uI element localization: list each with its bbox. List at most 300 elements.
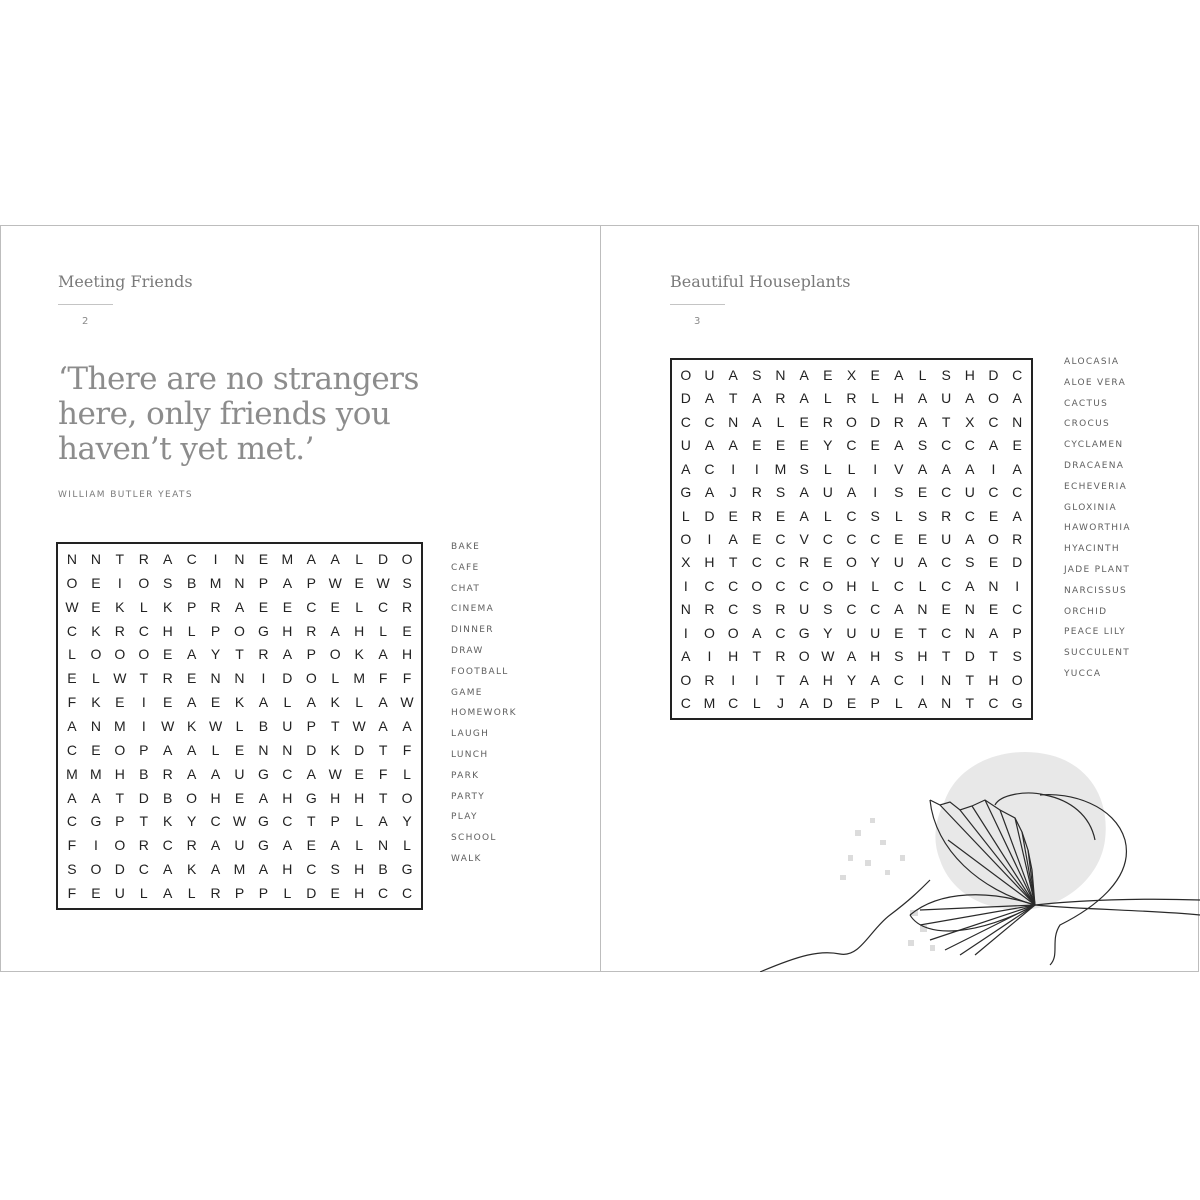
- grid-letter[interactable]: E: [823, 554, 833, 571]
- grid-letter[interactable]: T: [989, 648, 998, 665]
- grid-letter[interactable]: R: [138, 550, 149, 567]
- word-search-grid-friends[interactable]: [56, 542, 423, 910]
- grid-letter[interactable]: A: [681, 648, 691, 665]
- grid-letter[interactable]: I: [920, 671, 925, 688]
- grid-letter[interactable]: C: [941, 577, 952, 594]
- grid-letter[interactable]: A: [799, 507, 809, 524]
- grid-letter[interactable]: H: [917, 648, 928, 665]
- grid-letter[interactable]: R: [751, 484, 762, 501]
- grid-letter[interactable]: R: [401, 598, 413, 615]
- grid-letter[interactable]: E: [799, 437, 809, 454]
- grid-letter[interactable]: S: [894, 648, 904, 665]
- grid-letter[interactable]: A: [1012, 460, 1022, 477]
- grid-letter[interactable]: A: [799, 366, 809, 383]
- grid-letter[interactable]: C: [941, 484, 952, 501]
- grid-letter[interactable]: C: [138, 622, 149, 639]
- grid-letter[interactable]: P: [1012, 624, 1022, 641]
- grid-letter[interactable]: C: [162, 837, 173, 854]
- grid-letter[interactable]: E: [402, 622, 412, 639]
- grid-letter[interactable]: L: [918, 366, 927, 383]
- grid-letter[interactable]: U: [799, 601, 810, 618]
- word-search-grid-houseplants[interactable]: [670, 358, 1033, 720]
- grid-letter[interactable]: O: [680, 366, 692, 383]
- grid-letter[interactable]: R: [1012, 530, 1023, 547]
- grid-letter[interactable]: G: [798, 624, 810, 641]
- grid-letter[interactable]: A: [210, 861, 221, 878]
- grid-letter[interactable]: L: [283, 694, 292, 711]
- grid-letter[interactable]: P: [306, 574, 316, 591]
- grid-letter[interactable]: N: [964, 601, 975, 618]
- grid-letter[interactable]: R: [846, 390, 857, 407]
- grid-letter[interactable]: W: [376, 574, 390, 591]
- grid-letter[interactable]: A: [988, 624, 999, 641]
- grid-letter[interactable]: M: [66, 765, 78, 782]
- grid-letter[interactable]: X: [965, 413, 975, 430]
- grid-letter[interactable]: O: [1011, 671, 1023, 688]
- grid-letter[interactable]: A: [306, 765, 316, 782]
- grid-letter[interactable]: C: [1012, 366, 1023, 383]
- grid-letter[interactable]: E: [91, 598, 101, 615]
- grid-letter[interactable]: S: [330, 861, 340, 878]
- grid-letter[interactable]: F: [378, 670, 388, 687]
- grid-letter[interactable]: O: [822, 577, 834, 594]
- grid-letter[interactable]: T: [728, 390, 738, 407]
- grid-letter[interactable]: H: [893, 390, 904, 407]
- grid-letter[interactable]: E: [354, 574, 364, 591]
- grid-letter[interactable]: M: [233, 861, 246, 878]
- grid-letter[interactable]: C: [893, 671, 904, 688]
- grid-letter[interactable]: A: [330, 550, 340, 567]
- grid-letter[interactable]: A: [846, 648, 857, 665]
- grid-letter[interactable]: L: [871, 577, 880, 594]
- grid-letter[interactable]: L: [681, 507, 690, 524]
- grid-letter[interactable]: T: [115, 789, 125, 806]
- grid-letter[interactable]: E: [799, 413, 809, 430]
- grid-letter[interactable]: A: [965, 530, 975, 547]
- grid-letter[interactable]: S: [1012, 648, 1022, 665]
- grid-letter[interactable]: T: [965, 695, 975, 712]
- grid-letter[interactable]: T: [776, 671, 785, 688]
- grid-letter[interactable]: E: [894, 624, 904, 641]
- grid-letter[interactable]: H: [114, 765, 125, 782]
- grid-letter[interactable]: C: [822, 530, 833, 547]
- grid-letter[interactable]: C: [775, 624, 786, 641]
- grid-letter[interactable]: D: [704, 507, 715, 524]
- grid-letter[interactable]: A: [67, 789, 77, 806]
- grid-letter[interactable]: A: [330, 837, 340, 854]
- grid-letter[interactable]: C: [1012, 601, 1023, 618]
- grid-letter[interactable]: A: [67, 717, 77, 734]
- grid-letter[interactable]: C: [66, 813, 78, 830]
- grid-letter[interactable]: A: [704, 484, 715, 501]
- grid-letter[interactable]: D: [870, 413, 881, 430]
- grid-letter[interactable]: W: [161, 717, 175, 734]
- grid-letter[interactable]: L: [355, 598, 364, 615]
- grid-letter[interactable]: Y: [870, 554, 880, 571]
- grid-letter[interactable]: L: [918, 577, 927, 594]
- grid-letter[interactable]: D: [306, 741, 317, 758]
- grid-letter[interactable]: U: [234, 765, 245, 782]
- grid-letter[interactable]: A: [163, 741, 173, 758]
- grid-letter[interactable]: E: [163, 694, 173, 711]
- grid-letter[interactable]: T: [965, 671, 975, 688]
- grid-letter[interactable]: R: [704, 671, 715, 688]
- grid-letter[interactable]: N: [1012, 413, 1023, 430]
- grid-letter[interactable]: L: [187, 885, 196, 902]
- grid-letter[interactable]: C: [704, 577, 715, 594]
- grid-letter[interactable]: O: [66, 574, 78, 591]
- grid-letter[interactable]: S: [941, 366, 951, 383]
- grid-letter[interactable]: R: [162, 670, 173, 687]
- grid-letter[interactable]: N: [282, 741, 293, 758]
- grid-letter[interactable]: I: [707, 530, 712, 547]
- grid-letter[interactable]: A: [91, 789, 101, 806]
- grid-letter[interactable]: L: [847, 460, 856, 477]
- grid-letter[interactable]: S: [775, 484, 786, 501]
- grid-letter[interactable]: A: [1012, 390, 1022, 407]
- grid-letter[interactable]: S: [823, 601, 833, 618]
- grid-letter[interactable]: C: [893, 577, 904, 594]
- grid-letter[interactable]: K: [234, 694, 245, 711]
- grid-letter[interactable]: T: [941, 648, 951, 665]
- grid-letter[interactable]: R: [751, 507, 762, 524]
- grid-letter[interactable]: O: [727, 624, 739, 641]
- grid-letter[interactable]: L: [823, 507, 832, 524]
- grid-letter[interactable]: O: [846, 554, 857, 571]
- grid-letter[interactable]: L: [91, 670, 100, 687]
- grid-letter[interactable]: D: [988, 366, 999, 383]
- grid-letter[interactable]: T: [139, 813, 149, 830]
- grid-letter[interactable]: I: [707, 648, 712, 665]
- grid-letter[interactable]: T: [115, 550, 125, 567]
- grid-letter[interactable]: U: [114, 885, 125, 902]
- grid-letter[interactable]: C: [378, 598, 389, 615]
- grid-letter[interactable]: O: [305, 670, 317, 687]
- grid-letter[interactable]: C: [378, 885, 389, 902]
- grid-letter[interactable]: A: [163, 550, 173, 567]
- grid-letter[interactable]: L: [187, 622, 196, 639]
- grid-letter[interactable]: A: [378, 813, 388, 830]
- grid-letter[interactable]: O: [401, 789, 413, 806]
- grid-letter[interactable]: R: [799, 554, 810, 571]
- grid-letter[interactable]: E: [186, 670, 197, 687]
- grid-letter[interactable]: Y: [846, 671, 857, 688]
- grid-letter[interactable]: E: [988, 507, 999, 524]
- grid-letter[interactable]: C: [988, 413, 999, 430]
- grid-letter[interactable]: E: [91, 885, 101, 902]
- grid-letter[interactable]: R: [893, 413, 904, 430]
- grid-letter[interactable]: E: [91, 741, 101, 758]
- grid-letter[interactable]: R: [138, 837, 149, 854]
- grid-letter[interactable]: T: [941, 413, 951, 430]
- grid-letter[interactable]: W: [400, 694, 414, 711]
- grid-letter[interactable]: I: [754, 671, 759, 688]
- grid-letter[interactable]: C: [728, 577, 739, 594]
- grid-letter[interactable]: I: [873, 484, 878, 501]
- grid-letter[interactable]: G: [257, 622, 269, 639]
- grid-letter[interactable]: C: [799, 577, 810, 594]
- grid-letter[interactable]: R: [162, 765, 173, 782]
- grid-letter[interactable]: E: [917, 484, 928, 501]
- grid-letter[interactable]: L: [823, 460, 832, 477]
- grid-letter[interactable]: A: [965, 577, 975, 594]
- grid-letter[interactable]: C: [964, 437, 975, 454]
- grid-letter[interactable]: K: [163, 813, 173, 830]
- grid-letter[interactable]: N: [234, 574, 245, 591]
- grid-letter[interactable]: O: [114, 837, 126, 854]
- grid-letter[interactable]: B: [258, 717, 269, 734]
- grid-letter[interactable]: H: [401, 646, 413, 663]
- grid-letter[interactable]: A: [282, 646, 293, 663]
- grid-letter[interactable]: R: [822, 413, 833, 430]
- grid-letter[interactable]: A: [965, 390, 975, 407]
- grid-letter[interactable]: D: [306, 885, 317, 902]
- grid-letter[interactable]: C: [846, 507, 857, 524]
- grid-letter[interactable]: H: [728, 648, 739, 665]
- grid-letter[interactable]: E: [330, 885, 340, 902]
- grid-letter[interactable]: W: [352, 717, 366, 734]
- grid-letter[interactable]: I: [754, 460, 759, 477]
- grid-letter[interactable]: K: [186, 861, 197, 878]
- grid-letter[interactable]: W: [232, 813, 247, 830]
- grid-letter[interactable]: A: [258, 694, 269, 711]
- grid-letter[interactable]: K: [330, 741, 340, 758]
- grid-letter[interactable]: T: [728, 554, 738, 571]
- grid-letter[interactable]: C: [728, 601, 739, 618]
- grid-letter[interactable]: N: [988, 577, 999, 594]
- grid-letter[interactable]: E: [941, 601, 951, 618]
- grid-letter[interactable]: R: [941, 507, 952, 524]
- grid-letter[interactable]: C: [210, 813, 221, 830]
- grid-letter[interactable]: L: [235, 717, 244, 734]
- grid-letter[interactable]: L: [894, 507, 903, 524]
- grid-letter[interactable]: K: [354, 646, 364, 663]
- grid-letter[interactable]: C: [282, 813, 293, 830]
- grid-letter[interactable]: E: [258, 598, 269, 615]
- grid-letter[interactable]: A: [752, 413, 762, 430]
- grid-letter[interactable]: G: [401, 861, 413, 878]
- grid-letter[interactable]: A: [752, 624, 762, 641]
- grid-letter[interactable]: P: [306, 717, 316, 734]
- grid-letter[interactable]: L: [752, 695, 761, 712]
- grid-letter[interactable]: U: [846, 624, 857, 641]
- grid-letter[interactable]: B: [186, 574, 197, 591]
- grid-letter[interactable]: P: [234, 885, 245, 902]
- grid-letter[interactable]: G: [257, 765, 269, 782]
- grid-letter[interactable]: U: [680, 437, 691, 454]
- grid-letter[interactable]: U: [704, 366, 715, 383]
- grid-letter[interactable]: L: [776, 413, 785, 430]
- grid-letter[interactable]: U: [964, 484, 975, 501]
- grid-letter[interactable]: N: [941, 671, 952, 688]
- grid-letter[interactable]: C: [846, 437, 857, 454]
- grid-letter[interactable]: S: [402, 574, 412, 591]
- grid-letter[interactable]: U: [282, 717, 293, 734]
- grid-letter[interactable]: S: [67, 861, 77, 878]
- grid-letter[interactable]: L: [403, 765, 411, 782]
- grid-letter[interactable]: P: [139, 741, 149, 758]
- grid-letter[interactable]: C: [138, 861, 149, 878]
- grid-letter[interactable]: E: [988, 554, 999, 571]
- grid-letter[interactable]: A: [402, 717, 412, 734]
- grid-letter[interactable]: A: [378, 717, 388, 734]
- grid-letter[interactable]: R: [258, 646, 269, 663]
- grid-letter[interactable]: Y: [402, 813, 412, 830]
- grid-letter[interactable]: A: [894, 366, 904, 383]
- grid-letter[interactable]: O: [798, 648, 810, 665]
- grid-letter[interactable]: C: [941, 554, 952, 571]
- grid-letter[interactable]: P: [210, 622, 221, 639]
- grid-letter[interactable]: O: [988, 530, 999, 547]
- grid-letter[interactable]: H: [354, 622, 365, 639]
- grid-letter[interactable]: E: [752, 437, 762, 454]
- grid-letter[interactable]: D: [1012, 554, 1023, 571]
- grid-letter[interactable]: N: [378, 837, 389, 854]
- grid-letter[interactable]: R: [704, 601, 715, 618]
- grid-letter[interactable]: I: [731, 671, 736, 688]
- grid-letter[interactable]: W: [328, 574, 342, 591]
- grid-letter[interactable]: J: [776, 695, 784, 712]
- grid-letter[interactable]: H: [162, 622, 173, 639]
- grid-letter[interactable]: C: [941, 624, 952, 641]
- grid-letter[interactable]: R: [306, 622, 317, 639]
- grid-letter[interactable]: L: [355, 694, 364, 711]
- grid-letter[interactable]: C: [306, 598, 317, 615]
- grid-letter[interactable]: A: [163, 861, 173, 878]
- grid-letter[interactable]: P: [258, 885, 269, 902]
- grid-letter[interactable]: A: [965, 460, 975, 477]
- grid-letter[interactable]: L: [139, 885, 148, 902]
- grid-letter[interactable]: L: [379, 622, 387, 639]
- grid-letter[interactable]: A: [894, 437, 904, 454]
- grid-letter[interactable]: D: [680, 390, 691, 407]
- grid-letter[interactable]: M: [281, 550, 294, 567]
- grid-letter[interactable]: G: [1011, 695, 1023, 712]
- grid-letter[interactable]: H: [210, 789, 221, 806]
- grid-letter[interactable]: C: [401, 885, 413, 902]
- grid-letter[interactable]: R: [186, 837, 197, 854]
- grid-letter[interactable]: A: [917, 460, 928, 477]
- grid-letter[interactable]: X: [846, 366, 857, 383]
- grid-letter[interactable]: A: [210, 765, 221, 782]
- grid-letter[interactable]: D: [354, 741, 365, 758]
- grid-letter[interactable]: P: [115, 813, 125, 830]
- grid-letter[interactable]: O: [680, 530, 692, 547]
- grid-letter[interactable]: E: [163, 646, 173, 663]
- grid-letter[interactable]: I: [683, 624, 688, 641]
- grid-letter[interactable]: P: [870, 695, 880, 712]
- grid-letter[interactable]: U: [941, 390, 952, 407]
- grid-letter[interactable]: T: [752, 648, 762, 665]
- grid-letter[interactable]: E: [306, 837, 316, 854]
- grid-letter[interactable]: L: [403, 837, 411, 854]
- grid-letter[interactable]: F: [67, 694, 77, 711]
- grid-letter[interactable]: E: [870, 437, 880, 454]
- grid-letter[interactable]: E: [846, 695, 857, 712]
- grid-letter[interactable]: O: [329, 646, 341, 663]
- grid-letter[interactable]: A: [799, 390, 809, 407]
- grid-letter[interactable]: I: [683, 577, 688, 594]
- grid-letter[interactable]: I: [991, 460, 996, 477]
- grid-letter[interactable]: L: [139, 598, 148, 615]
- grid-letter[interactable]: C: [306, 861, 317, 878]
- grid-letter[interactable]: A: [258, 861, 269, 878]
- grid-letter[interactable]: K: [115, 598, 125, 615]
- grid-letter[interactable]: E: [234, 741, 245, 758]
- grid-letter[interactable]: C: [186, 550, 197, 567]
- grid-letter[interactable]: R: [114, 622, 125, 639]
- grid-letter[interactable]: E: [234, 789, 245, 806]
- grid-letter[interactable]: C: [680, 695, 691, 712]
- grid-letter[interactable]: N: [66, 550, 78, 567]
- grid-letter[interactable]: A: [378, 694, 388, 711]
- grid-letter[interactable]: E: [752, 530, 762, 547]
- grid-letter[interactable]: W: [113, 670, 127, 687]
- grid-letter[interactable]: C: [988, 484, 999, 501]
- grid-letter[interactable]: N: [210, 670, 221, 687]
- grid-letter[interactable]: H: [870, 648, 881, 665]
- grid-letter[interactable]: A: [234, 598, 245, 615]
- grid-letter[interactable]: E: [1012, 437, 1022, 454]
- grid-letter[interactable]: S: [917, 437, 928, 454]
- grid-letter[interactable]: S: [752, 601, 762, 618]
- grid-letter[interactable]: V: [894, 460, 904, 477]
- grid-letter[interactable]: I: [213, 550, 218, 567]
- grid-letter[interactable]: S: [799, 460, 809, 477]
- grid-letter[interactable]: A: [799, 671, 809, 688]
- grid-letter[interactable]: L: [871, 390, 880, 407]
- grid-letter[interactable]: D: [378, 550, 389, 567]
- grid-letter[interactable]: B: [163, 789, 173, 806]
- grid-letter[interactable]: H: [964, 366, 975, 383]
- grid-letter[interactable]: E: [823, 366, 833, 383]
- grid-letter[interactable]: R: [210, 598, 221, 615]
- grid-letter[interactable]: A: [378, 646, 388, 663]
- grid-letter[interactable]: I: [141, 717, 146, 734]
- grid-letter[interactable]: A: [846, 484, 857, 501]
- grid-letter[interactable]: K: [330, 694, 340, 711]
- grid-letter[interactable]: W: [208, 717, 223, 734]
- grid-letter[interactable]: G: [305, 789, 317, 806]
- grid-letter[interactable]: A: [752, 390, 762, 407]
- grid-letter[interactable]: S: [965, 554, 975, 571]
- grid-letter[interactable]: C: [941, 437, 952, 454]
- grid-letter[interactable]: E: [91, 574, 101, 591]
- grid-letter[interactable]: K: [186, 717, 197, 734]
- grid-letter[interactable]: H: [282, 622, 293, 639]
- grid-letter[interactable]: C: [704, 460, 715, 477]
- grid-letter[interactable]: C: [870, 530, 881, 547]
- grid-letter[interactable]: G: [257, 813, 269, 830]
- grid-letter[interactable]: G: [90, 813, 102, 830]
- grid-letter[interactable]: U: [234, 837, 245, 854]
- grid-letter[interactable]: A: [306, 550, 316, 567]
- grid-letter[interactable]: D: [114, 861, 125, 878]
- grid-letter[interactable]: O: [988, 390, 999, 407]
- grid-letter[interactable]: H: [988, 671, 999, 688]
- grid-letter[interactable]: L: [355, 813, 364, 830]
- grid-letter[interactable]: N: [90, 717, 101, 734]
- grid-letter[interactable]: M: [703, 695, 716, 712]
- grid-letter[interactable]: R: [775, 601, 786, 618]
- grid-letter[interactable]: E: [330, 598, 340, 615]
- grid-letter[interactable]: P: [186, 598, 197, 615]
- grid-letter[interactable]: A: [186, 741, 197, 758]
- grid-letter[interactable]: L: [283, 885, 292, 902]
- grid-letter[interactable]: I: [873, 460, 878, 477]
- grid-letter[interactable]: H: [354, 885, 365, 902]
- grid-letter[interactable]: A: [941, 460, 951, 477]
